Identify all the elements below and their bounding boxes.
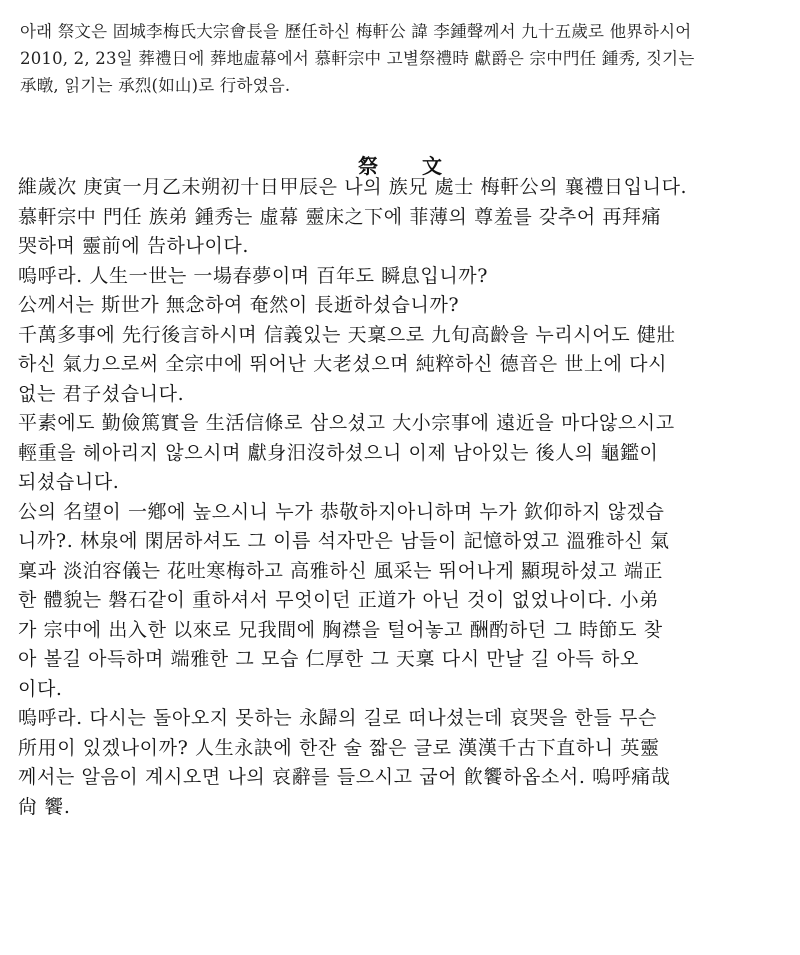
- body-line: 所用이 있겠나이까? 人生永訣에 한잔 술 짧은 글로 漢漢千古下直하니 英靈: [18, 736, 660, 759]
- body-line: 가 宗中에 出入한 以來로 兄我間에 胸襟을 털어놓고 酬酌하던 그 時節도 찾: [18, 618, 663, 641]
- body-line: 하신 氣力으로써 全宗中에 뛰어난 大老셨으며 純粹하신 德音은 世上에 다시: [18, 353, 668, 375]
- body-line: 께서는 알음이 계시오면 나의 哀辭를 들으시고 굽어 飮饗하옵소서. 嗚呼痛哉: [18, 766, 671, 788]
- body-line: 慕軒宗中 門任 族弟 鍾秀는 虛幕 靈床之下에 菲薄의 尊羞를 갖추어 再拜痛: [18, 205, 662, 228]
- body-line: 平素에도 勤儉篤實을 生活信條로 삼으셨고 大小宗事에 遠近을 마다않으시고: [18, 412, 675, 434]
- body-line: 公께서는 斯世가 無念하여 奄然이 長逝하셨습니까?: [18, 294, 460, 316]
- body-line: 한 體貌는 磐石같이 重하셔서 무엇이던 正道가 아닌 것이 없었나이다. 小弟: [18, 589, 659, 611]
- intro-line: 아래 祭文은 固城李梅氏大宗會長을 歷任하신 梅軒公 諱 李鍾聲께서 九十五歲로 他界하시어: [20, 22, 692, 41]
- body-line: 嗚呼라. 다시는 돌아오지 못하는 永歸의 길로 떠나셨는데 哀哭을 한들 무슨: [18, 707, 657, 729]
- body-line: 輕重을 헤아리지 않으시며 獻身汨沒하셨으니 이제 남아있는 後人의 龜鑑이: [18, 441, 659, 464]
- body-line: 維歲次 庚寅一月乙未朔初十日甲辰은 나의 族兄 處士 梅軒公의 襄禮日입니다.: [18, 176, 688, 198]
- intro-line: 承暾, 읽기는 承烈(如山)로 行하였음.: [20, 76, 291, 95]
- body-line: 公의 名望이 一鄕에 높으시니 누가 恭敬하지아니하며 누가 欽仰하지 않겠습: [18, 500, 665, 523]
- body-line: 없는 君子셨습니다.: [18, 382, 185, 405]
- document-title: 祭文: [358, 154, 486, 178]
- body-line: 嗚呼라. 人生一世는 一場春夢이며 百年도 瞬息입니까?: [18, 264, 489, 287]
- intro-note: [20, 18, 780, 99]
- body-line: 千萬多事에 先行後言하시며 信義있는 天稟으로 九旬高齡을 누리시어도 健壯: [18, 323, 676, 346]
- intro-line: 2010, 2, 23일 葬禮日에 葬地虛幕에서 慕軒宗中 고별祭禮時 獻爵은 宗中門任 鍾秀, 짓기는: [20, 49, 695, 68]
- body-line: 아 볼길 아득하며 端雅한 그 모습 仁厚한 그 天稟 다시 만날 길 아득 하오: [18, 648, 639, 670]
- body-line: 니까?. 林泉에 閑居하셔도 그 이름 석자만은 남들이 記憶하였고 溫雅하신 氣: [18, 530, 670, 552]
- body-line: 되셨습니다.: [18, 471, 120, 493]
- body-line: 이다.: [18, 677, 63, 700]
- eulogy-body: [18, 173, 786, 822]
- body-line: 尙 饗.: [18, 795, 71, 818]
- body-line: 哭하며 靈前에 告하나이다.: [18, 235, 249, 257]
- body-line: 稟과 淡泊容儀는 花吐寒梅하고 高雅하신 風采는 뛰어나게 顯現하셨고 端正: [18, 559, 664, 582]
